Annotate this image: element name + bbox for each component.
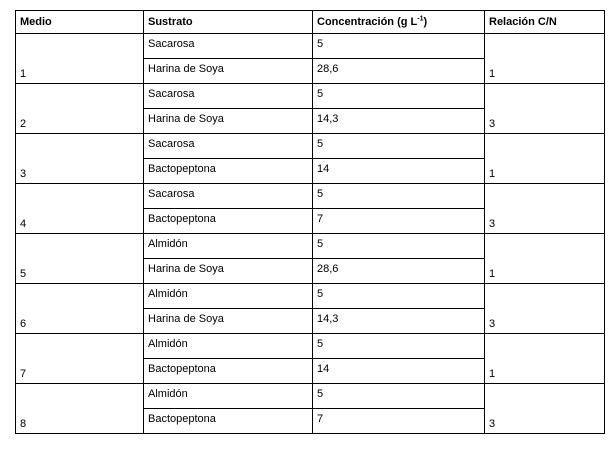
header-concentracion-text: Concentración (g L: [317, 16, 418, 28]
sustrato-cell: Bactopeptona: [144, 209, 313, 234]
header-concentracion: [313, 11, 485, 34]
medio-cell: 8: [16, 384, 144, 434]
table-row: [16, 134, 605, 159]
medio-cell: 3: [16, 134, 144, 184]
concentracion-cell: 5: [313, 84, 485, 109]
table-row: [16, 384, 605, 409]
sustrato-cell: Almidón: [144, 334, 313, 359]
sustrato-cell: Almidón: [144, 384, 313, 409]
table-row: [16, 84, 605, 109]
header-relacion: Relación C/N: [485, 11, 605, 34]
sustrato-cell: Harina de Soya: [144, 109, 313, 134]
medio-cell: 2: [16, 84, 144, 134]
table-row: [16, 284, 605, 309]
concentracion-cell: 14: [313, 159, 485, 184]
medio-cell: 4: [16, 184, 144, 234]
concentracion-cell: 7: [313, 409, 485, 434]
concentracion-cell: 5: [313, 34, 485, 59]
concentracion-cell: 5: [313, 234, 485, 259]
concentracion-cell: 14,3: [313, 109, 485, 134]
concentracion-cell: 5: [313, 284, 485, 309]
sustrato-cell: Harina de Soya: [144, 59, 313, 84]
table-row: [16, 184, 605, 209]
sustrato-cell: Bactopeptona: [144, 359, 313, 384]
medio-cell: 7: [16, 334, 144, 384]
sustrato-cell: Almidón: [144, 284, 313, 309]
header-concentracion-close: ): [423, 16, 428, 28]
sustrato-cell: Bactopeptona: [144, 159, 313, 184]
concentracion-cell: 5: [313, 184, 485, 209]
relacion-cell: 3: [485, 384, 605, 434]
concentracion-cell: 7: [313, 209, 485, 234]
header-sustrato: Sustrato: [144, 11, 313, 34]
table-body: [16, 34, 605, 434]
concentracion-cell: 14,3: [313, 309, 485, 334]
table-row: [16, 34, 605, 59]
concentracion-cell: 14: [313, 359, 485, 384]
relacion-cell: 1: [485, 234, 605, 284]
relacion-cell: 1: [485, 34, 605, 84]
table-row: [16, 334, 605, 359]
sustrato-cell: Sacarosa: [144, 134, 313, 159]
table-row: [16, 234, 605, 259]
header-concentracion-exponent: -1: [417, 15, 424, 23]
relacion-cell: 1: [485, 134, 605, 184]
relacion-cell: 3: [485, 284, 605, 334]
culture-media-table: [15, 10, 605, 434]
sustrato-cell: Sacarosa: [144, 34, 313, 59]
relacion-cell: 3: [485, 184, 605, 234]
header-row: [16, 11, 605, 34]
medio-cell: 5: [16, 234, 144, 284]
sustrato-cell: Harina de Soya: [144, 259, 313, 284]
concentracion-cell: 5: [313, 134, 485, 159]
concentracion-cell: 28,6: [313, 59, 485, 84]
concentracion-cell: 28,6: [313, 259, 485, 284]
concentracion-cell: 5: [313, 384, 485, 409]
sustrato-cell: Almidón: [144, 234, 313, 259]
relacion-cell: 1: [485, 334, 605, 384]
header-medio: Medio: [16, 11, 144, 34]
sustrato-cell: Bactopeptona: [144, 409, 313, 434]
relacion-cell: 3: [485, 84, 605, 134]
sustrato-cell: Harina de Soya: [144, 309, 313, 334]
sustrato-cell: Sacarosa: [144, 184, 313, 209]
concentracion-cell: 5: [313, 334, 485, 359]
sustrato-cell: Sacarosa: [144, 84, 313, 109]
medio-cell: 1: [16, 34, 144, 84]
medio-cell: 6: [16, 284, 144, 334]
